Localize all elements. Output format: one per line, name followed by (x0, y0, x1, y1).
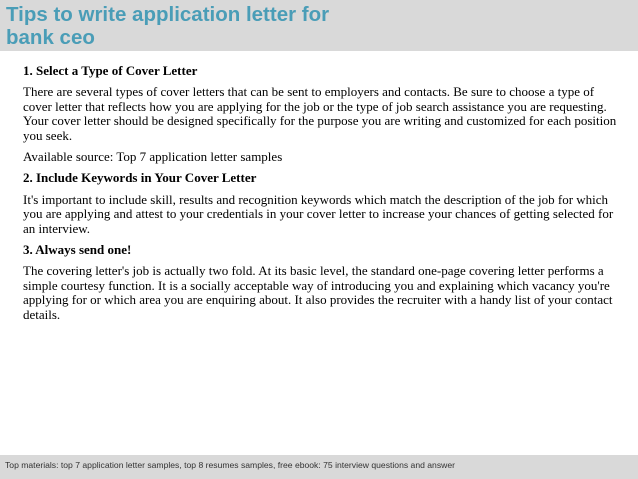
section-2-body: It's important to include skill, results and recognition keywords which match the description of the job for which you are applying and attest to your credentials in your cover letter to increase your chances of getting selected for an interview. (23, 191, 614, 236)
title-bar (0, 0, 638, 51)
title-line-1: Tips to write application letter for (6, 3, 330, 26)
footer-text: Top materials: top 7 application letter samples, top 8 resumes samples, free ebook: 75 interview questions and answer (5, 460, 455, 470)
section-2-heading: 2. Include Keywords in Your Cover Letter (23, 170, 257, 186)
footer-bar (0, 455, 638, 479)
section-3-body: The covering letter's job is actually two fold. At its basic level, the standard one-page covering letter performs a simple courtesy function. It is a socially acceptable way of introducing you and explaining which vacancy you're applying for or which area you are enquiring about. It also provides the recruiter with a handy list of your contact details. (23, 263, 613, 322)
section-1-body: There are several types of cover letters that can be sent to employers and contacts. Be sure to choose a type of cover letter that reflects how you are applying for the job or the type of job search assistance you are requesting. Your cover letter should be designed specifically for the purpose you are writing and customized for each position you seek. (23, 84, 617, 143)
page-title (6, 3, 626, 49)
slide-content (23, 64, 623, 329)
title-line-2: bank ceo (6, 26, 95, 49)
section-1-heading: 1. Select a Type of Cover Letter (23, 63, 198, 78)
section-3-heading: 3. Always send one! (23, 242, 132, 258)
section-1-source: Available source: Top 7 application letter samples (23, 149, 283, 165)
